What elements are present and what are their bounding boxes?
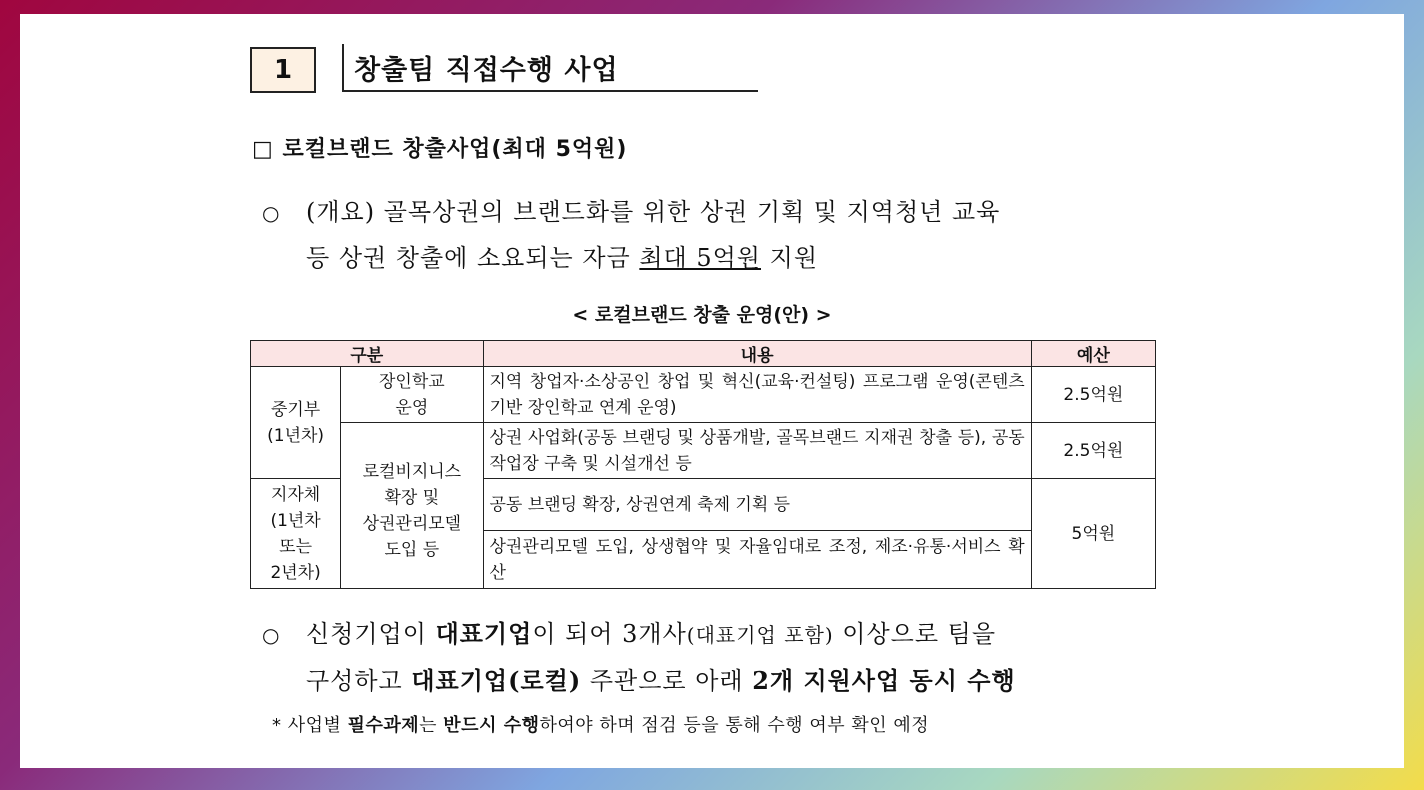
footnote-text: 는 xyxy=(419,715,444,736)
document-page xyxy=(20,14,1404,768)
budget-cell: 5억원 xyxy=(1031,479,1155,589)
row-group-sme: 중기부 (1년차) xyxy=(251,367,341,479)
content-cell: 상권 사업화(공동 브랜딩 및 상품개발, 골목브랜드 지재권 창출 등), 공동작업장 구축 및 시설개선 등 xyxy=(483,423,1031,479)
section-number: 1 xyxy=(273,55,293,85)
table-row xyxy=(251,423,1156,479)
underlined-amount: 최대 5억원 xyxy=(639,244,761,272)
section-title: 창출팀 직접수행 사업 xyxy=(354,55,619,86)
overview-line2-suffix: 지원 xyxy=(761,244,818,272)
overview-line2-text: 등 상권 창출에 소요되는 자금 xyxy=(306,244,640,272)
section-heading xyxy=(342,44,758,92)
team-small-text: (대표기업 포함) xyxy=(686,623,834,647)
category-local-business: 로컬비지니스 확장 및 상권관리모델 도입 등 xyxy=(341,423,483,589)
header-category: 구분 xyxy=(251,341,484,367)
footnote xyxy=(272,711,929,737)
operations-table xyxy=(250,340,1156,589)
table-header-row xyxy=(251,341,1156,367)
bullet-circle: ○ xyxy=(262,623,281,647)
table-row xyxy=(251,367,1156,423)
content-cell: 지역 창업자·소상공인 창업 및 혁신(교육·컨설팅) 프로그램 운영(콘텐츠 기반 장인학교 연계 운영) xyxy=(483,367,1031,423)
content-cell: 상권관리모델 도입, 상생협약 및 자율임대로 조정, 제조·유통·서비스 확산 xyxy=(483,531,1031,589)
team-text: 이상으로 팀을 xyxy=(833,620,997,648)
bullet-circle: ○ xyxy=(262,201,281,225)
footnote-text: * 사업별 xyxy=(272,715,348,736)
overview-line2 xyxy=(262,236,1162,281)
category-artisan-school: 장인학교 운영 xyxy=(341,367,483,423)
team-bold-text: 2개 지원사업 동시 수행 xyxy=(752,666,1016,695)
team-text: 주관으로 아래 xyxy=(581,667,753,695)
table-title: < 로컬브랜드 창출 운영(안) > xyxy=(572,304,832,326)
budget-cell: 2.5억원 xyxy=(1031,423,1155,479)
row-group-local-gov: 지자체 (1년차 또는 2년차) xyxy=(251,479,341,589)
team-line2 xyxy=(262,658,1162,704)
section-number-box xyxy=(250,47,316,93)
team-text: 신청기업이 xyxy=(306,620,436,648)
footnote-bold-text: 필수과제 xyxy=(347,715,420,736)
sub-heading: □ 로컬브랜드 창출사업(최대 5억원) xyxy=(252,137,628,162)
team-text: 이 되어 3개사 xyxy=(532,620,687,648)
header-budget: 예산 xyxy=(1031,341,1155,367)
footnote-text: 하여야 하며 점검 등을 통해 수행 여부 확인 예정 xyxy=(539,715,930,736)
team-bold-text: 대표기업(로컬) xyxy=(411,666,582,695)
team-bold-text: 대표기업 xyxy=(435,619,533,648)
overview-paragraph xyxy=(262,190,1162,281)
overview-line1: (개요) 골목상권의 브랜드화를 위한 상권 기획 및 지역청년 교육 xyxy=(306,198,1001,226)
team-paragraph xyxy=(262,611,1162,704)
content-cell: 공동 브랜딩 확장, 상권연계 축제 기획 등 xyxy=(483,479,1031,531)
footnote-bold-text: 반드시 수행 xyxy=(443,715,540,736)
team-text: 구성하고 xyxy=(306,667,412,695)
budget-cell: 2.5억원 xyxy=(1031,367,1155,423)
header-content: 내용 xyxy=(483,341,1031,367)
